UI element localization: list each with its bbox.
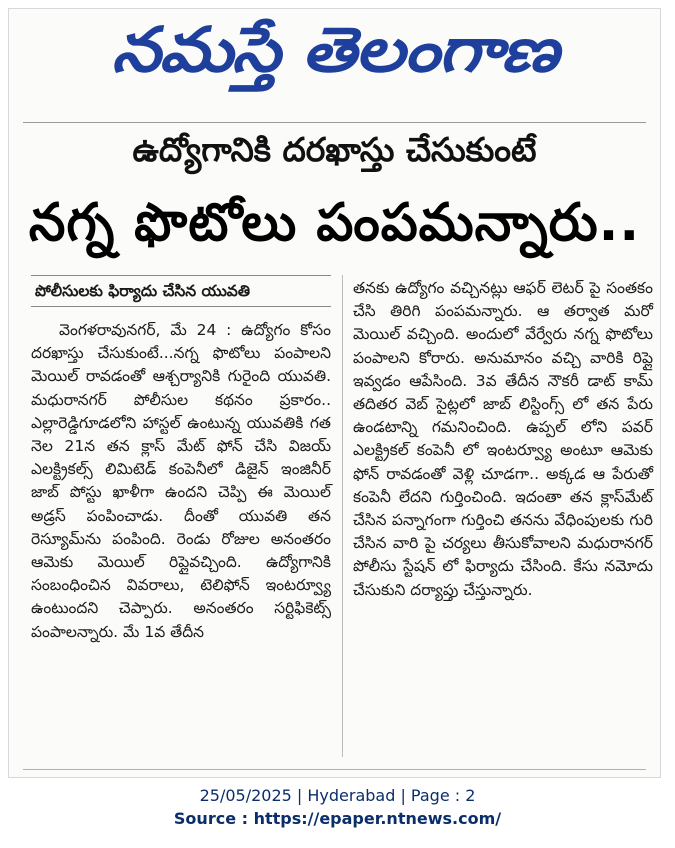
newspaper-clipping: [8, 8, 661, 778]
article-kicker: ఉద్యోగానికి దరఖాస్తు చేసుకుంటే: [132, 130, 537, 169]
footer-source: Source : https://epaper.ntnews.com/: [173, 809, 502, 828]
bottom-divider: [23, 769, 646, 770]
article-body-left: వెంగళరావునగర్, మే 24 : ఉద్యోగం కోసం దరఖాస్తు చేసుకుంటే...నగ్న ఫొటోలు పంపాలని మెయిల్ రావడంతో ఆశ్చర్యానికి గురైంది యువతి. మధురానగర్ పోలీసుల కథనం ప్రకారం.. ఎల్లారెడ్డిగూడలోని హాస్టల్ ఉంటున్న యువతికి గత నెల 21న తన క్లాస్ మేట్ ఫోన్ చేసి విజయ్ ఎలక్ట్రికల్స్ లిమిటెడ్ కంపెనీలో డిజైన్ ఇంజినీర్ జాబ్ పోస్టు ఖాళీగా ఉందని చెప్పి ఈ మెయిల్ అడ్రస్ పంపించాడు. దీంతో యువతి తన రెస్యూమ్‌ను పంపింది. రెండు రోజుల అనంతరం ఆమెకు మెయిల్ రిప్లైవచ్చింది. ఉద్యోగానికి సంబంధించిన వివరాలు, టెలిఫోన్ ఇంటర్వ్యూ ఉంటుందని చెప్పారు. అనంతరం సర్టిఫికెట్స్ పంపాలన్నారు. మే 1వ తేదీన: [31, 321, 331, 641]
article-body-right: తనకు ఉద్యోగం వచ్చినట్లు ఆఫర్ లెటర్ పై సంతకం చేసి తిరిగి పంపమన్నారు. ఆ తర్వాత మరో మెయిల్ వచ్చింది. అందులో వేర్వేరు నగ్న ఫొటోలు పంపాలని కోరారు. అనుమానం వచ్చి వారికి రిప్లై ఇవ్వడం ఆపేసింది. 3వ తేదీన నౌకరీ డాట్ కామ్ తదితర వెబ్ సైట్లలో జాబ్ లిస్టింగ్స్ లో తన పేరు ఉండటాన్ని గమనించింది. ఉప్పల్ లోని పవర్ ఎలక్ట్రికల్ కంపెనీ లో ఇంటర్వ్యూ అంటూ ఆమెకు ఫోన్ రావడంతో వెళ్లి చూడగా.. అక్కడ ఆ పేరుతో కంపెనీ లేదని గుర్తించింది. ఇదంతా తన క్లాస్‌మేట్ చేసిన పన్నాగంగా గుర్తించి తనను వేధింపులకు గురి చేసిన వారి పై చర్యలు తీసుకోవాలని మధురానగర్ పోలీసు స్టేషన్ లో ఫిర్యాదు చేసింది. కేసు నమోదు చేసుకుని దర్యాప్తు చేస్తున్నారు.: [353, 279, 653, 599]
article-subheadline: పోలీసులకు ఫిర్యాదు చేసిన యువతి: [31, 275, 331, 307]
article-column-left: [31, 275, 331, 644]
article-column-right: [353, 277, 653, 602]
article-headline: నగ్న ఫొటోలు పంపమన్నారు..: [28, 193, 641, 253]
column-divider: [342, 275, 343, 757]
masthead-divider: [23, 122, 646, 123]
footer-dateline: 25/05/2025 | Hyderabad | Page : 2: [199, 786, 476, 805]
newspaper-masthead: నమస్తే తెలంగాణ: [111, 13, 558, 86]
